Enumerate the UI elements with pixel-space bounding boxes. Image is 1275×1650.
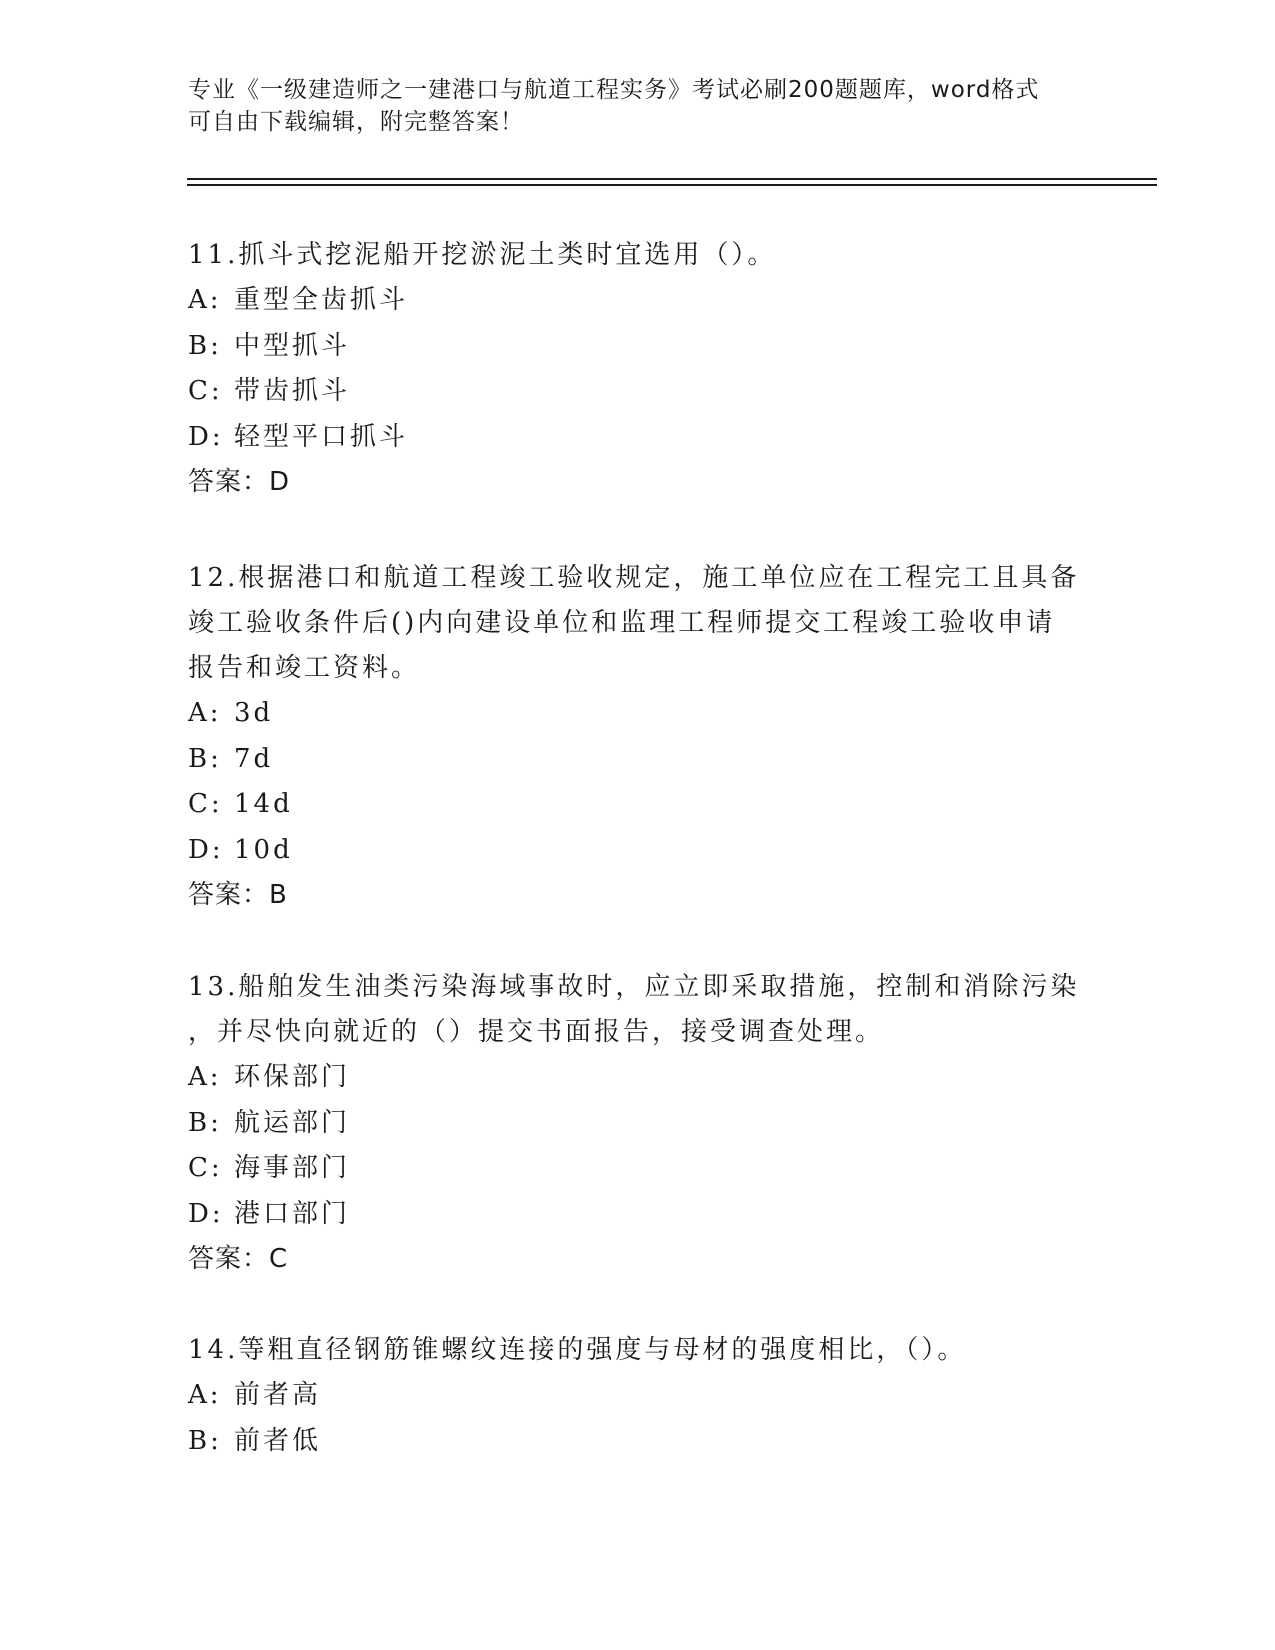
option-text: 7d	[234, 743, 274, 774]
option-text: 带齿抓斗	[234, 376, 351, 406]
option-letter: A:	[188, 1062, 222, 1092]
option-text: 中型抓斗	[234, 330, 351, 361]
header-divider-top	[187, 178, 1157, 180]
option-c	[188, 369, 1088, 415]
option-text: 14d	[234, 789, 293, 819]
option-a	[188, 1373, 1088, 1419]
document-header	[188, 74, 1078, 138]
stem-line: 报告和竣工资料。	[188, 653, 421, 683]
option-text: 航运部门	[234, 1107, 351, 1138]
option-b	[188, 737, 1088, 783]
option-letter: A:	[188, 285, 222, 315]
stem-line: 12.根据港口和航道工程竣工验收规定，施工单位应在工程完工且具备	[188, 563, 1080, 593]
stem-line: 13.船舶发生油类污染海域事故时，应立即采取措施，控制和消除污染	[188, 972, 1080, 1002]
option-c	[188, 1146, 1088, 1192]
option-d	[188, 1192, 1088, 1238]
option-text: 前者低	[234, 1425, 322, 1456]
stem-line: ，并尽快向就近的（）提交书面报告，接受调查处理。	[188, 1017, 885, 1047]
answer-line: 答案：B	[188, 880, 288, 910]
stem-line: 14.等粗直径钢筋锥螺纹连接的强度与母材的强度相比，（）。	[188, 1335, 967, 1365]
option-letter: B:	[188, 330, 222, 361]
option-d	[188, 415, 1088, 461]
option-text: 重型全齿抓斗	[234, 285, 409, 315]
question-stem	[188, 965, 1088, 1055]
question-11	[188, 233, 1088, 505]
option-c	[188, 782, 1088, 828]
option-b	[188, 324, 1088, 370]
question-stem	[188, 556, 1088, 691]
option-letter: B:	[188, 1425, 222, 1456]
option-text: 轻型平口抓斗	[234, 421, 409, 452]
question-13	[188, 965, 1088, 1282]
option-letter: B:	[188, 1107, 222, 1138]
question-stem	[188, 1328, 1088, 1373]
question-14	[188, 1328, 1088, 1464]
question-12	[188, 556, 1088, 918]
stem-line: 11.抓斗式挖泥船开挖淤泥土类时宜选用（）。	[188, 240, 777, 270]
option-letter: D:	[188, 421, 224, 452]
option-letter: C:	[188, 789, 223, 819]
option-text: 前者高	[234, 1380, 322, 1410]
option-a	[188, 691, 1088, 737]
stem-line: 竣工验收条件后()内向建设单位和监理工程师提交工程竣工验收申请	[188, 608, 1056, 638]
option-letter: A:	[188, 1380, 222, 1410]
option-letter: A:	[188, 698, 222, 728]
option-b	[188, 1101, 1088, 1147]
answer-line: 答案：D	[188, 467, 291, 497]
header-divider-bottom	[187, 184, 1157, 186]
option-b	[188, 1419, 1088, 1465]
option-text: 环保部门	[234, 1062, 351, 1092]
option-letter: D:	[188, 834, 224, 865]
option-text: 港口部门	[234, 1198, 351, 1229]
option-text: 10d	[234, 834, 293, 865]
option-a	[188, 1055, 1088, 1101]
option-letter: C:	[188, 1153, 223, 1183]
option-text: 3d	[234, 698, 274, 728]
header-line-1: 专业《一级建造师之一建港口与航道工程实务》考试必刷200题题库，word格式	[188, 77, 1040, 103]
question-stem	[188, 233, 1088, 278]
header-line-2: 可自由下载编辑，附完整答案！	[188, 109, 524, 135]
option-letter: D:	[188, 1198, 224, 1229]
option-text: 海事部门	[234, 1153, 351, 1183]
option-letter: B:	[188, 743, 222, 774]
option-letter: C:	[188, 376, 223, 406]
option-a	[188, 278, 1088, 324]
answer-line: 答案：C	[188, 1244, 289, 1274]
option-d	[188, 828, 1088, 874]
